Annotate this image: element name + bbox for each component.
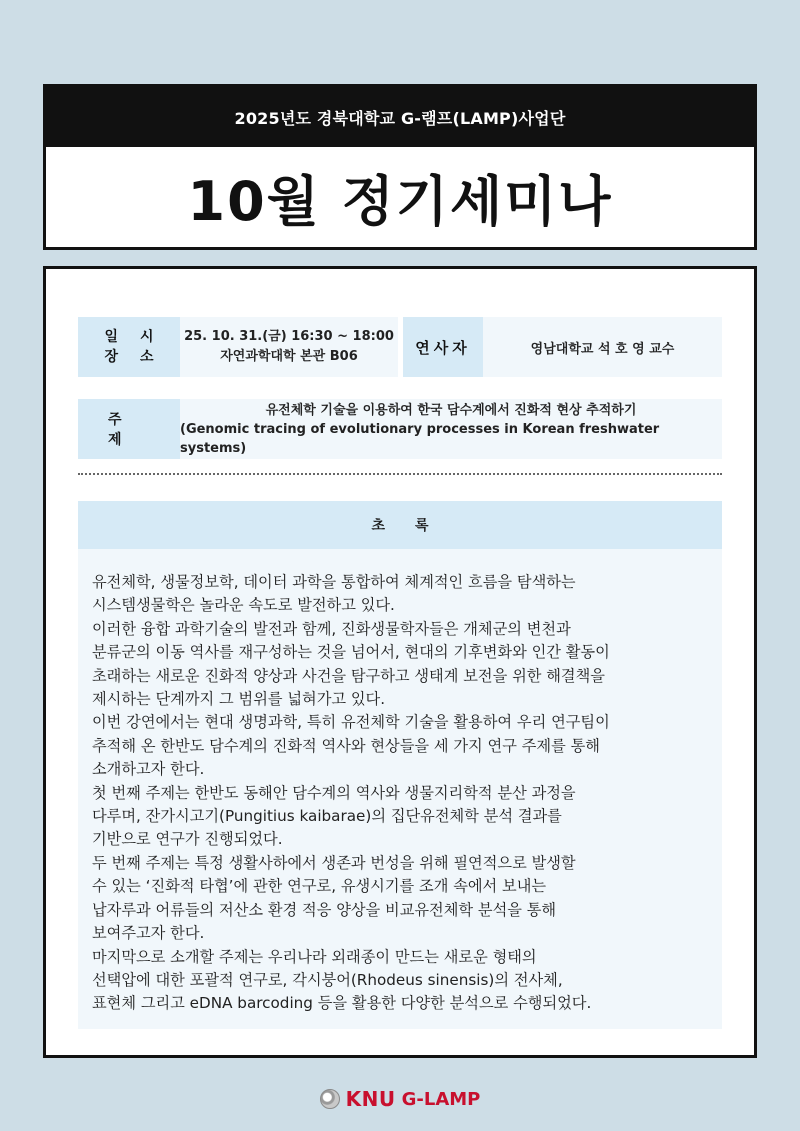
topic-label: 주제 xyxy=(78,399,180,459)
knu-emblem-icon xyxy=(320,1089,340,1109)
main-content xyxy=(43,266,757,1058)
place-label: 장소 xyxy=(104,349,176,365)
schedule-row xyxy=(78,317,722,377)
date-place-label xyxy=(78,317,180,377)
logo-knu-text: KNU xyxy=(345,1087,396,1111)
place-value: 자연과학대학 본관 B06 xyxy=(220,349,358,364)
topic-row xyxy=(78,399,722,459)
date-value: 25. 10. 31.(금) 16:30 ~ 18:00 xyxy=(184,329,394,344)
topic-value xyxy=(180,399,722,459)
page-title: 10월 정기세미나 xyxy=(187,169,613,233)
abstract-heading: 초록 xyxy=(78,501,722,549)
speaker-value xyxy=(483,317,722,377)
dotted-divider xyxy=(78,473,722,475)
date-label: 일시 xyxy=(104,329,176,345)
speaker-name: 영남대학교 석 호 영 교수 xyxy=(530,341,675,357)
speaker-label: 연사자 xyxy=(403,317,483,377)
abstract-body: 유전체학, 생물정보학, 데이터 과학을 통합하여 체계적인 흐름을 탐색하는 시스템생물학은 놀라운 속도로 발전하고 있다. 이러한 융합 과학기술의 발전과 함께, 진화생물학자들은 개체군의 변천과 분류군의 이동 역사를 재구성하는 것을 넘어서, 현대의 기후변화와 인간 활동이 초래하는 새로운 진화적 양상과 사건을 탐구하고 생태계 보전을 위한 해결책을 제시하는 단계까지 그 범위를 넓혀가고 있다. 이번 강연에서는 현대 생명과학, 특히 유전체학 기술을 활용하여 우리 연구팀이 추적해 온 한반도 담수계의 진화적 역사와 현상들을 세 가지 연구 주제를 통해 소개하고자 한다. 첫 번째 주제는 한반도 동해안 담수계의 역사와 생물지리학적 분산 과정을 다루며, 잔가시고기(Pungitius kaibarae)의 집단유전체학 분석 결과를 기반으로 연구가 진행되었다. 두 번째 주제는 특정 생활사하에서 생존과 번성을 위해 필연적으로 발생할 수 있는 ‘진화적 타협’에 관한 연구로, 유생시기를 조개 속에서 보내는 납자루과 어류들의 저산소 환경 적응 양상을 비교유전체학 분석을 통해 보여주고자 한다. 마지막으로 소개할 주제는 우리나라 외래종이 만드는 새로운 형태의 선택압에 대한 포괄적 연구로, 각시붕어(Rhodeus sinensis)의 전사체, 표현체 그리고 eDNA barcoding 등을 활용한 다양한 분석으로 수행되었다. xyxy=(78,549,722,1029)
topic-english: (Genomic tracing of evolutionary processes in Korean freshwater systems) xyxy=(180,421,660,456)
logo-glamp-text: G-LAMP xyxy=(401,1088,481,1110)
header-band: 2025년도 경북대학교 G-램프(LAMP)사업단 xyxy=(46,87,754,147)
topic-korean: 유전체학 기술을 이용하여 한국 담수계에서 진화적 현상 추적하기 xyxy=(265,402,637,418)
header-box xyxy=(43,84,757,250)
footer-logo xyxy=(0,1084,800,1114)
date-place-value xyxy=(180,317,398,377)
